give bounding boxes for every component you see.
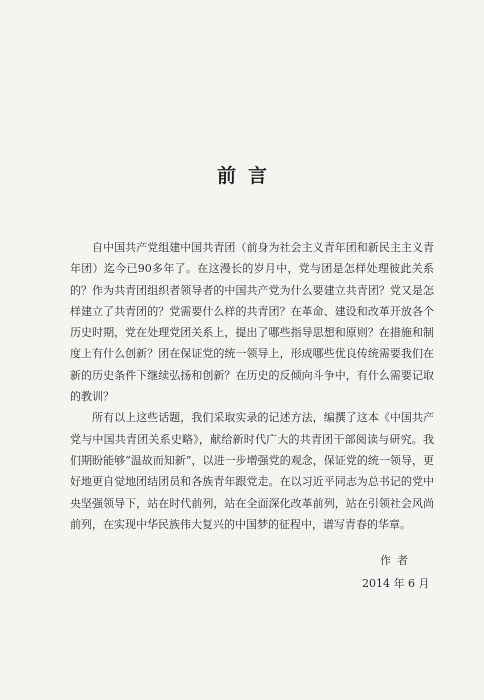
- paragraph-2: 所有以上这些话题，我们采取实录的记述方法，编撰了这本《中国共产党与中国共青团关系史略》，献给新时代广大的共青团干部阅读与研究。我们期盼能够“温故而知新”，以进一步增强党的观念，保证党的统一领导，更好地更自觉地团结团员和各族青年跟党走。在以习近平同志为总书记的党中央坚强领导下，站在时代前列，站在全面深化改革前列，站在引领社会风尚前列，在实现中华民族伟大复兴的中国梦的征程中，谱写青春的华章。: [70, 411, 434, 531]
- preface-body: [70, 237, 434, 535]
- page-title: 前言: [216, 165, 279, 187]
- date-line: 2014 年 6 月: [362, 577, 430, 590]
- author-signature: 作者: [380, 554, 414, 567]
- paragraph-1: 自中国共产党组建中国共青团（前身为社会主义青年团和新民主主义青年团）迄今已90多年了。在这漫长的岁月中，党与团是怎样处理彼此关系的？作为共青团组织者领导者的中国共产党为什么要建立共青团？党又是怎样建立了共青团的？党需要什么样的共青团？在革命、建设和改革开放各个历史时期，党在处理党团关系上，提出了哪些指导思想和原则？在措施和制度上有什么创新？团在保证党的统一领导上，形成哪些优良传统需要我们在新的历史条件下继续弘扬和创新？在历史的反倾向斗争中，有什么需要记取的教训？: [70, 241, 434, 404]
